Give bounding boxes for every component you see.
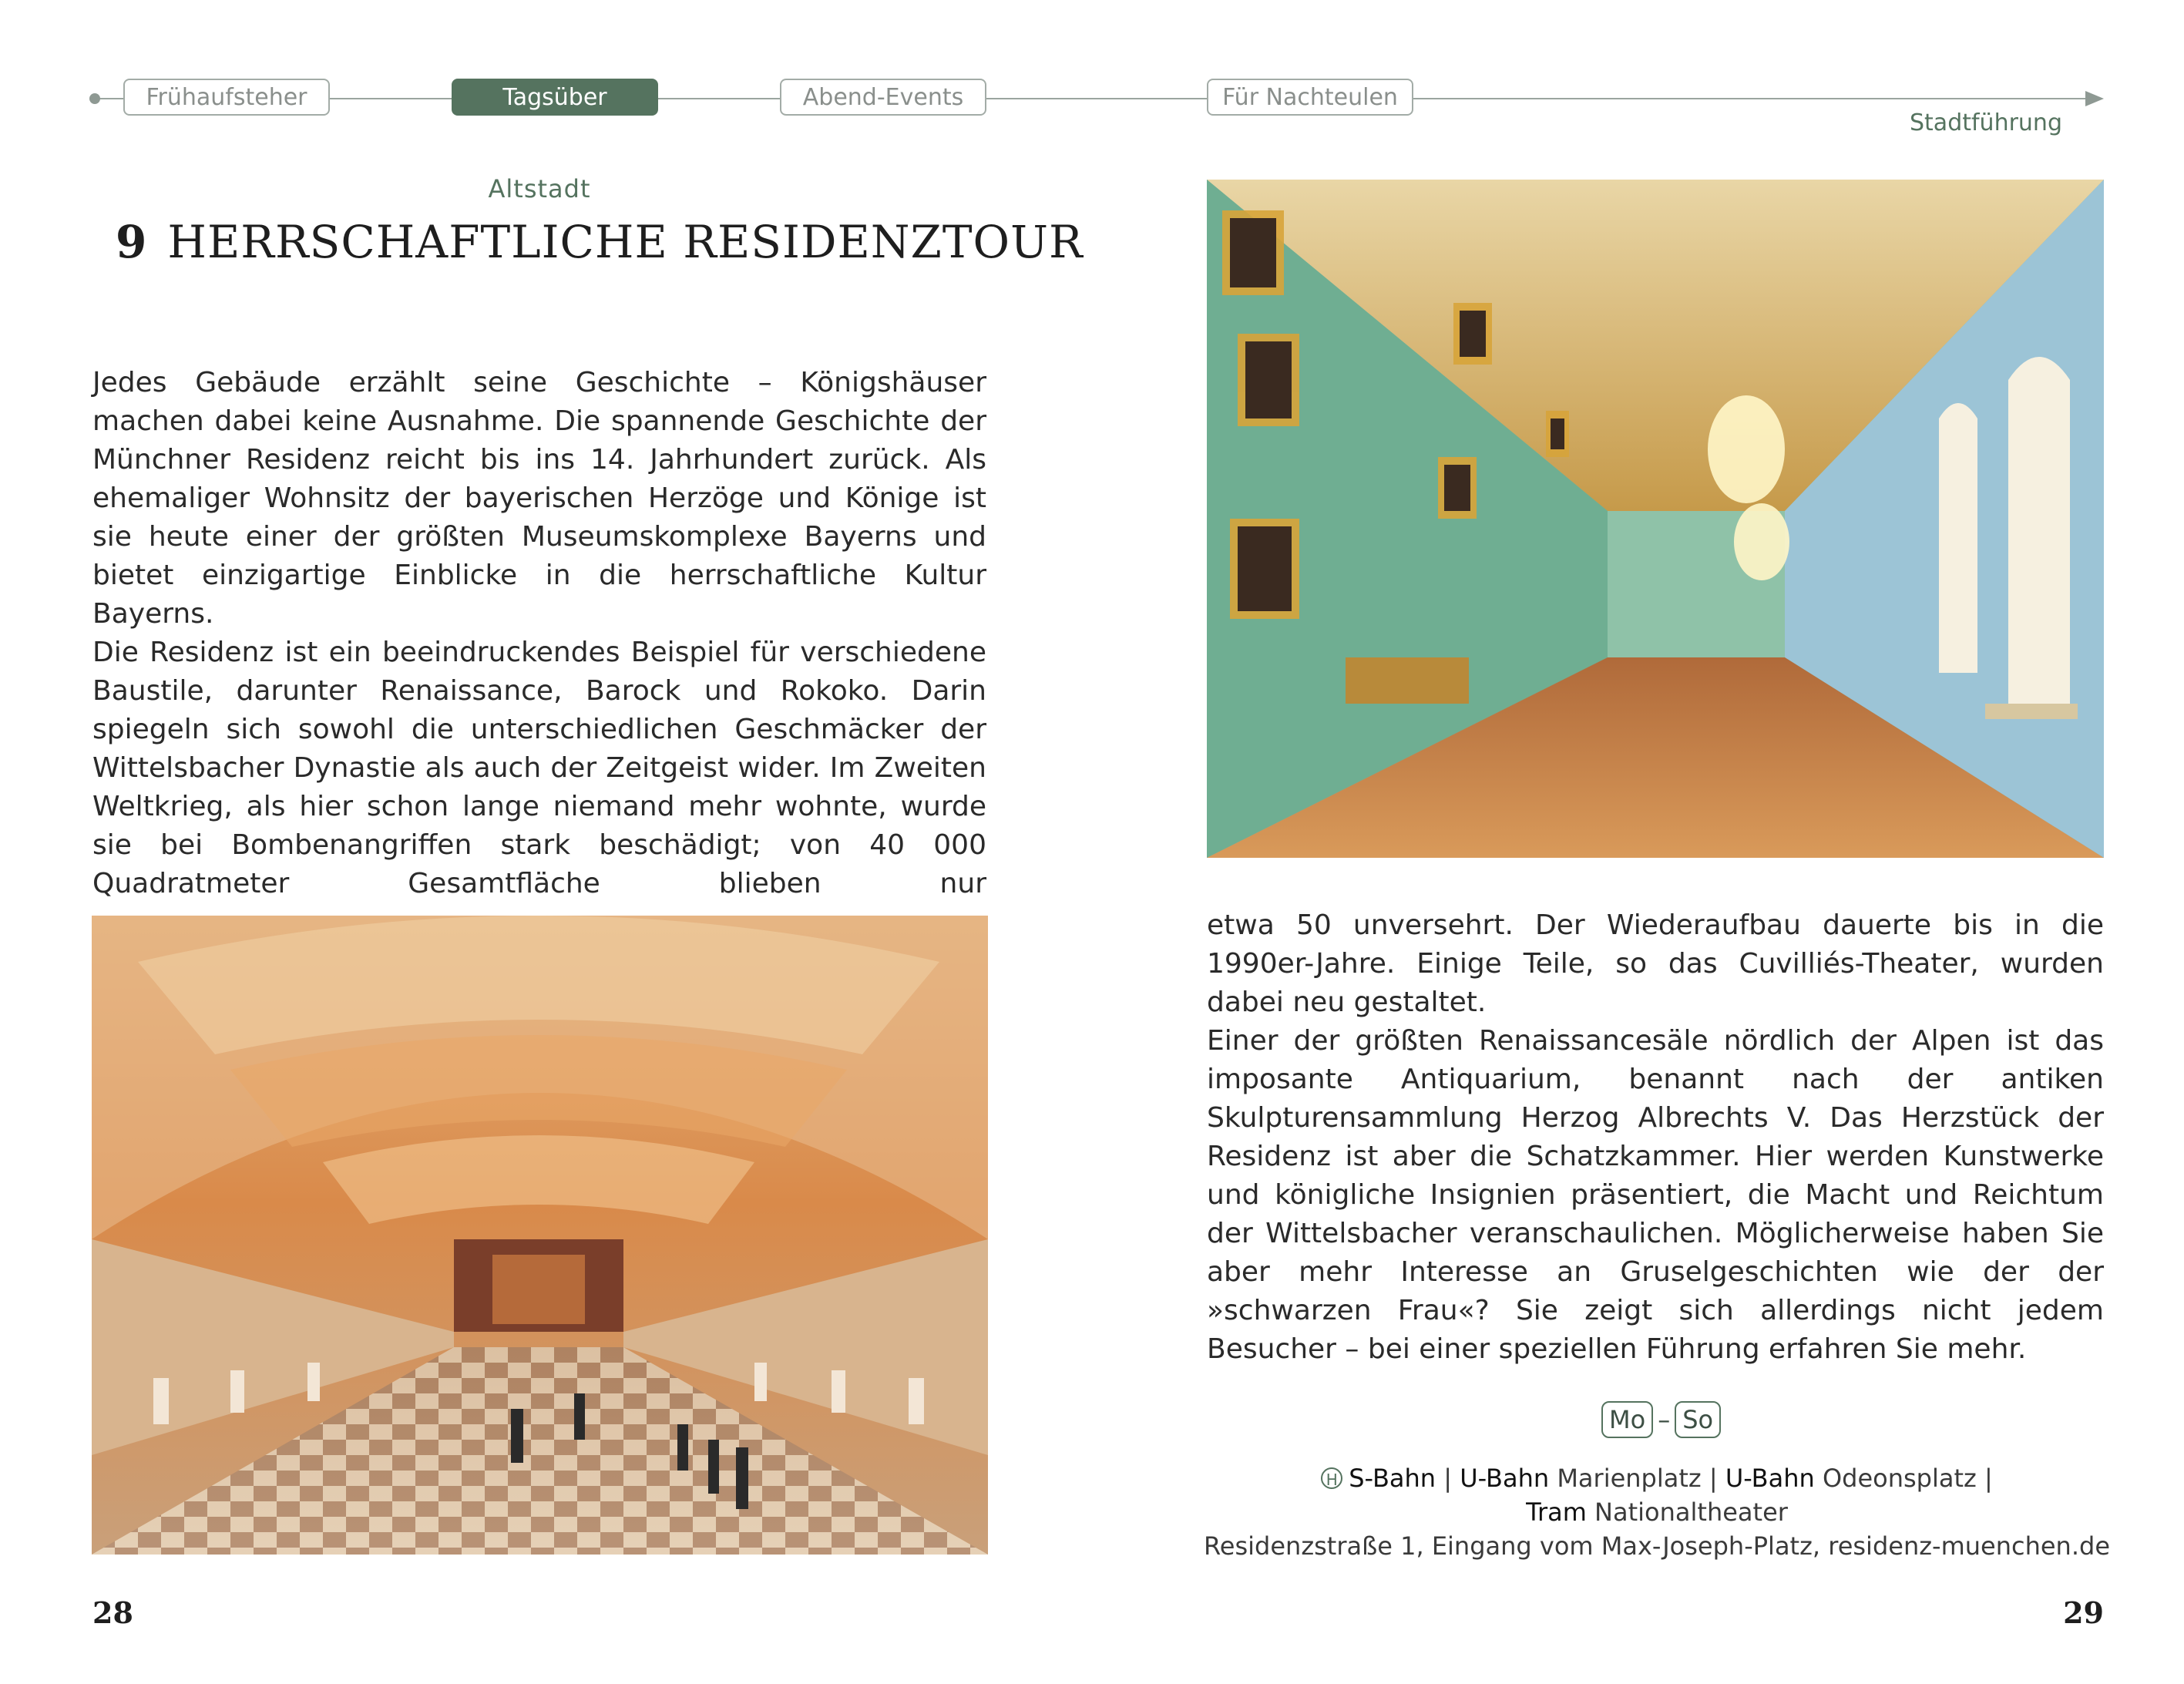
day-to-badge: So	[1675, 1401, 1721, 1438]
day-from-badge: Mo	[1601, 1401, 1653, 1438]
paragraph-reconstruction: etwa 50 unversehrt. Der Wiederaufbau dauerte bis in die 1990er-Jahre. Einige Teile, so das Cuvilliés-Theater, wurden dabei neu gestaltet.	[1207, 909, 2104, 1018]
transit-sep: |	[1976, 1464, 1993, 1493]
paragraph-styles: Die Residenz ist ein beeindruckendes Beispiel für verschiedene Baustile, darunter Renaissance, Barock und Rokoko. Darin spiegeln sich sowohl die unterschiedlichen Geschmäcker der Wittelsbacher Dynastie als auch der Zeitgeist wider. Im Zweiten Weltkrieg, als hier schon lange niemand mehr wohnte, wurde sie bei Bombenangriffen stark beschädigt; von 40 000 Quadratmeter Gesamtfläche blieben nur	[92, 637, 986, 899]
antiquarium-photo	[92, 916, 988, 1555]
tab-fuer-nachteulen[interactable]: Für Nachteulen	[1207, 79, 1413, 116]
tab-abend-events[interactable]: Abend-Events	[780, 79, 986, 116]
transit-stop: Nationaltheater	[1586, 1497, 1788, 1527]
timeline-start-dot	[89, 93, 100, 104]
transit-type: Tram	[1526, 1497, 1587, 1527]
day-separator: –	[1658, 1405, 1671, 1434]
transit-sep: |	[1436, 1464, 1460, 1493]
page-number-right: 29	[2063, 1595, 2104, 1630]
article-number: 9	[116, 216, 148, 268]
article-title-text: HERRSCHAFTLICHE RESIDENZTOUR	[167, 216, 1084, 268]
tab-fruehaufsteher[interactable]: Frühaufsteher	[123, 79, 330, 116]
timeline-arrow-icon	[2085, 91, 2104, 106]
transit-sep: |	[1701, 1464, 1725, 1493]
timeline-line	[96, 98, 2092, 99]
address: Residenzstraße 1, Eingang vom Max-Joseph-Platz, residenz-muenchen.de	[1203, 1531, 2110, 1561]
transit-info	[1202, 1461, 2112, 1529]
transit-type: S-Bahn	[1349, 1464, 1436, 1493]
page-number-left: 28	[92, 1595, 133, 1630]
transit-type: U-Bahn	[1725, 1464, 1815, 1493]
tab-tagsueber[interactable]: Tagsüber	[452, 79, 658, 116]
article-title	[116, 216, 1084, 268]
section-label: Stadtführung	[1910, 109, 2062, 136]
ahnengalerie-photo	[1207, 180, 2104, 858]
transit-stop: Marienplatz	[1549, 1464, 1702, 1493]
paragraph-intro: Jedes Gebäude erzählt seine Geschichte – Königshäuser machen dabei keine Ausnahme. Die spannende Geschichte der Münchner Residenz reicht bis ins 14. Jahrhundert zurück. Als ehemaliger Wohnsitz der bayerischen Herzöge und Könige ist sie heute einer der größten Museumskomplexe Bayerns und bietet einzigartige Einblicke in die herrschaftliche Kultur Bayerns.	[92, 367, 986, 630]
transit-stop: Odeonsplatz	[1814, 1464, 1977, 1493]
transit-type: U-Bahn	[1460, 1464, 1550, 1493]
paragraph-antiquarium: Einer der größten Renaissancesäle nördlich der Alpen ist das imposante Antiquarium, benannt nach der antiken Skulpturensammlung Herzog Albrechts V. Das Herzstück der Residenz ist aber die Schatzkammer. Hier werden Kunstwerke und königliche Insignien präsentiert, die Macht und Reichtum der Wittelsbacher veranschaulichen. Möglicherweise haben Sie aber mehr Interesse an Gruselgeschichten wie der der »schwarzen Frau«? Sie zeigt sich allerdings nicht jedem Besucher – bei einer speziellen Führung erfahren Sie mehr.	[1207, 1025, 2104, 1365]
district-label: Altstadt	[488, 174, 591, 203]
opening-days	[1601, 1401, 1721, 1438]
transit-stop-icon: H	[1321, 1467, 1342, 1489]
